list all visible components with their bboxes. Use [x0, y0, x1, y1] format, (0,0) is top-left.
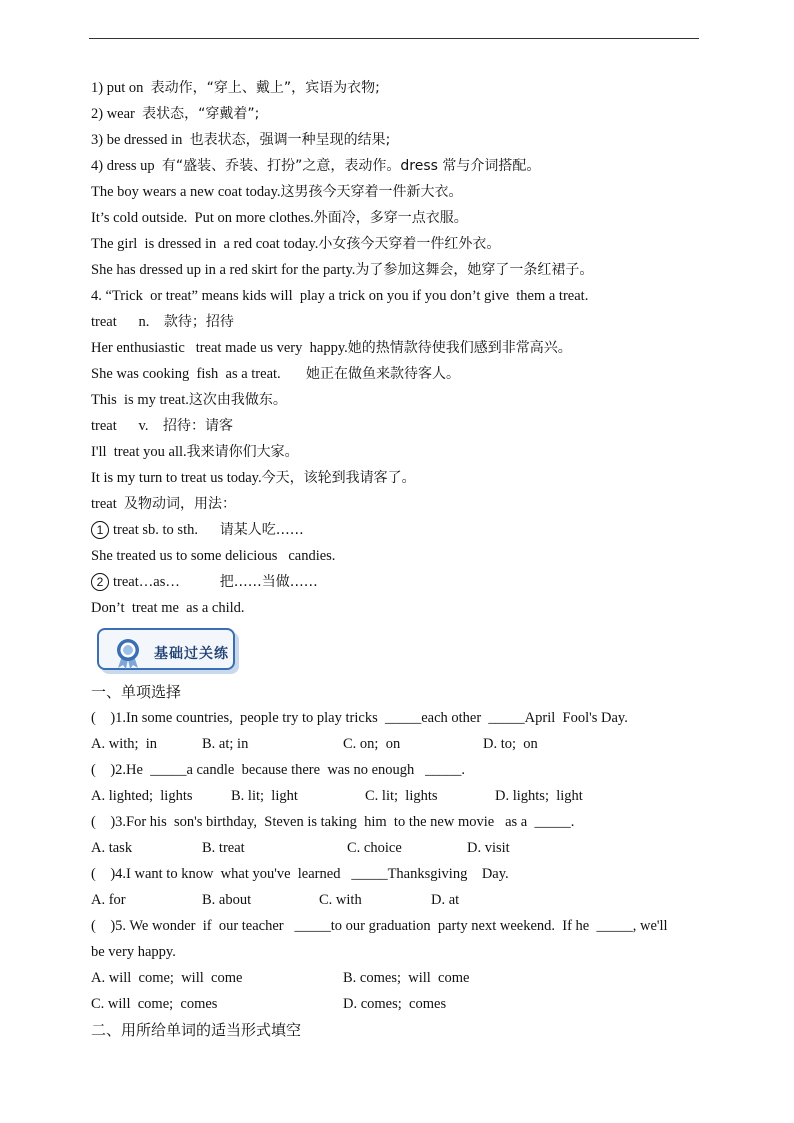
usage-example	[91, 546, 703, 572]
options-row	[91, 734, 703, 760]
option-d[interactable]: D. comes; comes	[343, 996, 447, 1012]
note-chinese: 表动作，“穿上、戴上”，宾语为衣物;	[150, 80, 380, 96]
note-chinese: 也表状态，强调一种呈现的结果;	[189, 132, 391, 148]
option-b[interactable]: B. at; in	[202, 736, 249, 752]
banner-box	[97, 628, 235, 670]
note-line	[91, 286, 703, 312]
circled-number: 2	[91, 573, 109, 591]
note-english: It is my turn to treat us today.	[91, 470, 262, 486]
note-english: 4. “Trick or treat” means kids will play a trick on you if you don’t give them a treat.	[91, 288, 589, 304]
usage-item	[91, 520, 703, 546]
note-chinese: 表状态，“穿戴着”;	[142, 106, 260, 122]
options-row	[91, 786, 703, 812]
question-stem: ( )5. We wonder if our teacher _____to our graduation party next weekend. If he _____, we'll	[91, 918, 668, 934]
option-c[interactable]: C. with	[319, 892, 362, 908]
options-row	[91, 838, 703, 864]
question-stem: ( )1.In some countries, people try to play tricks _____each other _____April Fool's Day.	[91, 710, 628, 726]
usage-pattern: treat…as…	[113, 574, 220, 590]
note-line	[91, 416, 703, 442]
note-chinese: 她的热情款待使我们感到非常高兴。	[347, 340, 572, 356]
note-line	[91, 312, 703, 338]
note-english: treat	[91, 496, 125, 512]
note-line	[91, 494, 703, 520]
note-line	[91, 78, 703, 104]
option-d[interactable]: D. lights; light	[495, 788, 583, 804]
option-d[interactable]: D. visit	[467, 840, 510, 856]
note-english: Her enthusiastic treat made us very happy.	[91, 340, 348, 356]
option-c[interactable]: C. lit; lights	[365, 788, 438, 804]
note-english: She has dressed up in a red skirt for the party.	[91, 262, 356, 278]
note-english: 1) put on	[91, 80, 151, 96]
note-line	[91, 442, 703, 468]
note-chinese: 外面冷，多穿一点衣服。	[313, 210, 468, 226]
option-d[interactable]: D. at	[431, 892, 460, 908]
note-english: It’s cold outside. Put on more clothes.	[91, 210, 314, 226]
question-stem-cont: be very happy.	[91, 944, 176, 960]
question-stem: ( )3.For his son's birthday, Steven is taking him to the new movie as a _____.	[91, 814, 575, 830]
circled-number: 1	[91, 521, 109, 539]
usage-meaning: 把……当做……	[219, 574, 318, 590]
option-a[interactable]: A. task	[91, 840, 133, 856]
note-chinese: 款待；招待	[163, 314, 234, 330]
option-a[interactable]: A. with; in	[91, 736, 158, 752]
option-c[interactable]: C. will come; comes	[91, 996, 218, 1012]
note-chinese: 我来请你们大家。	[186, 444, 299, 460]
note-chinese: 这次由我做东。	[188, 392, 287, 408]
note-english: treat v.	[91, 418, 163, 434]
option-a[interactable]: A. lighted; lights	[91, 788, 193, 804]
usage-example-text: Don’t treat me as a child.	[91, 600, 245, 616]
note-line	[91, 208, 703, 234]
note-english: I'll treat you all.	[91, 444, 187, 460]
option-b[interactable]: B. treat	[202, 840, 245, 856]
options-row	[91, 994, 703, 1020]
option-b[interactable]: B. about	[202, 892, 252, 908]
section-banner	[91, 624, 703, 682]
note-chinese: 这男孩今天穿着一件新大衣。	[280, 184, 463, 200]
document-body	[91, 78, 703, 1046]
option-d[interactable]: D. to; on	[483, 736, 538, 752]
usage-example	[91, 598, 703, 624]
question-stem: ( )2.He _____a candle because there was no enough _____.	[91, 762, 466, 778]
notes-lines	[91, 78, 703, 520]
note-line	[91, 156, 703, 182]
note-english: 4) dress up	[91, 158, 162, 174]
note-chinese: 为了参加这舞会，她穿了一条红裙子。	[355, 262, 594, 278]
note-english: 3) be dressed in	[91, 132, 190, 148]
option-c[interactable]: C. choice	[347, 840, 402, 856]
option-a[interactable]: A. for	[91, 892, 126, 908]
note-english: The boy wears a new coat today.	[91, 184, 281, 200]
usage-pattern: treat sb. to sth.	[113, 522, 220, 538]
note-line	[91, 468, 703, 494]
usage-example-text: She treated us to some delicious candies.	[91, 548, 336, 564]
option-a[interactable]: A. will come; will come	[91, 970, 243, 986]
note-line	[91, 364, 703, 390]
option-c[interactable]: C. on; on	[343, 736, 401, 752]
note-english: treat n.	[91, 314, 164, 330]
note-line	[91, 338, 703, 364]
note-english: 2) wear	[91, 106, 143, 122]
note-line	[91, 390, 703, 416]
option-b[interactable]: B. lit; light	[231, 788, 298, 804]
usage-list	[91, 520, 703, 624]
banner-title: 基础过关练	[154, 646, 229, 662]
note-english: She was cooking fish as a treat.	[91, 366, 307, 382]
options-row	[91, 890, 703, 916]
note-line	[91, 182, 703, 208]
header-rule	[89, 38, 699, 39]
question-list	[91, 708, 703, 1020]
note-english: The girl is dressed in a red coat today.	[91, 236, 319, 252]
note-chinese: 招待：请客	[162, 418, 233, 434]
note-line	[91, 130, 703, 156]
note-chinese: 及物动词，用法：	[124, 496, 237, 512]
section2-title: 二、用所给单词的适当形式填空	[91, 1021, 302, 1039]
note-line	[91, 104, 703, 130]
usage-meaning: 请某人吃……	[219, 522, 304, 538]
note-chinese: 小女孩今天穿着一件红外衣。	[318, 236, 501, 252]
note-line	[91, 260, 703, 286]
note-line	[91, 234, 703, 260]
note-chinese: 有“盛装、乔装、打扮”之意，表动作。dress 常与介词搭配。	[161, 158, 541, 174]
option-b[interactable]: B. comes; will come	[343, 970, 470, 986]
note-chinese: 她正在做鱼来款待客人。	[306, 366, 461, 382]
note-english: This is my treat.	[91, 392, 189, 408]
options-row	[91, 968, 703, 994]
note-chinese: 今天，该轮到我请客了。	[261, 470, 416, 486]
question-stem: ( )4.I want to know what you've learned _____Thanksgiving Day.	[91, 866, 509, 882]
section1-title: 一、单项选择	[91, 683, 182, 701]
usage-item	[91, 572, 703, 598]
medal-icon	[113, 636, 143, 670]
